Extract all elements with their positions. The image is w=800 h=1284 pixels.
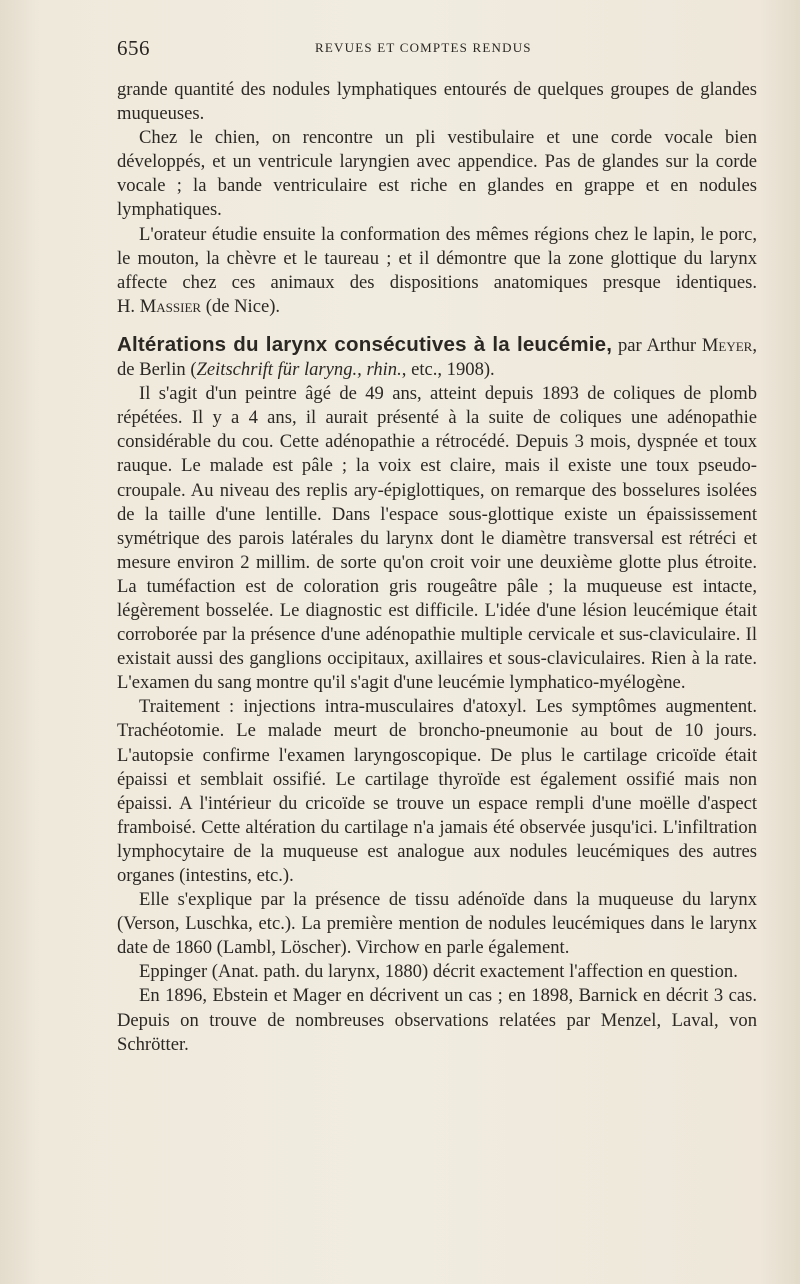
- signature-name: Massier: [139, 295, 202, 317]
- author-name: Meyer: [701, 334, 753, 356]
- signature: [117, 296, 280, 317]
- signature-initial: H.: [117, 295, 136, 317]
- running-title: REVUES ET COMPTES RENDUS: [315, 40, 532, 55]
- paragraph-text: L'orateur étudie ensuite la conformation des mêmes régions chez le lapin, le porc, le mouton, la chèvre et le taureau ; et il démontre que la zone glottique du larynx affecte chez ces animaux des dispositions anatomiques presque identiques.: [117, 223, 757, 293]
- author-origin: , de Berlin (: [117, 334, 757, 381]
- article-heading: [117, 333, 757, 382]
- article-title: Altérations du larynx consécutives à la leucémie,: [117, 332, 613, 356]
- paragraph: Il s'agit d'un peintre âgé de 49 ans, atteint depuis 1893 de coliques de plomb répétées. Il y a 4 ans, il aurait présenté à la suite de coliques une adénopathie considérable du cou. Cette adénopathie a rétrocédé. Depuis 3 mois, dyspnée et toux rauque. Le malade est pâle ; la voix est claire, mais il existe une toux pseudo-croupale. Au niveau des replis ary-épiglottiques, on remarque des bosselures isolées de la taille d'une lentille. Dans l'espace sous-glottique existe un épaississement symétrique des parois latérales du larynx dont le diamètre transversal est rétréci et mesure environ 2 millim. de sorte qu'on croit voir une deuxième glotte plus étroite. La tuméfaction est de coloration gris rougeâtre pâle ; la muqueuse est intacte, légèrement bosselée. Le diagnostic est difficile. L'idée d'une lésion leucémique était corroborée par la présence d'une adénopathie multiple cervicale et sus-claviculaire. Il existait aussi des ganglions occipitaux, axillaires et sous-claviculaires. Rien à la rate. L'examen du sang montre qu'il s'agit d'une leucémie lymphatico-myélogène.: [117, 383, 757, 694]
- journal-name: Zeitschrift für laryng., rhin.: [196, 359, 402, 381]
- paragraph: Elle s'explique par la présence de tissu adénoïde dans la muqueuse du larynx (Verson, Luschka, etc.). La première mention de nodules leucémiques dans le larynx date de 1860 (Lambl, Löscher). Virchow en parle également.: [117, 889, 757, 959]
- page-header: [117, 36, 757, 60]
- paragraph: Eppinger (Anat. path. du larynx, 1880) décrit exactement l'affection en question.: [139, 961, 738, 983]
- paragraph: grande quantité des nodules lymphatiques entourés de quelques groupes de glandes muqueuses.: [117, 79, 757, 125]
- paragraph: Chez le chien, on rencontre un pli vestibulaire et une corde vocale bien développés, et un ventricule laryngien avec appendice. Pas de glandes sur la corde vocale ; la bande ventriculaire est riche en glandes en grappe et en nodules lymphatiques.: [117, 127, 757, 221]
- paragraph: En 1896, Ebstein et Mager en décrivent un cas ; en 1898, Barnick en décrit 3 cas. Depuis on trouve de nombreuses observations relatées par Menzel, Laval, von Schrötter.: [117, 985, 757, 1055]
- page-number: 656: [117, 36, 150, 60]
- source-details: , etc., 1908).: [401, 359, 495, 381]
- page-body: [117, 78, 757, 1057]
- signature-place: (de Nice).: [205, 295, 281, 317]
- paragraph: Traitement : injections intra-musculaires d'atoxyl. Les symptômes augmentent. Trachéotomie. Le malade meurt de broncho-pneumonie au bout de 10 jours. L'autopsie confirme l'examen laryngoscopique. De plus le cartilage cricoïde était épaissi et semblait ossifié. Le cartilage thyroïde est également ossifié mais non épaissi. A l'intérieur du cricoïde se trouve un espace rempli d'une moëlle d'aspect framboisé. Cette altération du cartilage n'a jamais été observée jusqu'ici. L'infiltration lymphocytaire de la muqueuse est analogue aux nodules leucémiques des autres organes (intestins, etc.).: [117, 696, 757, 886]
- paragraph: [117, 223, 757, 319]
- byline-prefix: par Arthur: [617, 334, 697, 356]
